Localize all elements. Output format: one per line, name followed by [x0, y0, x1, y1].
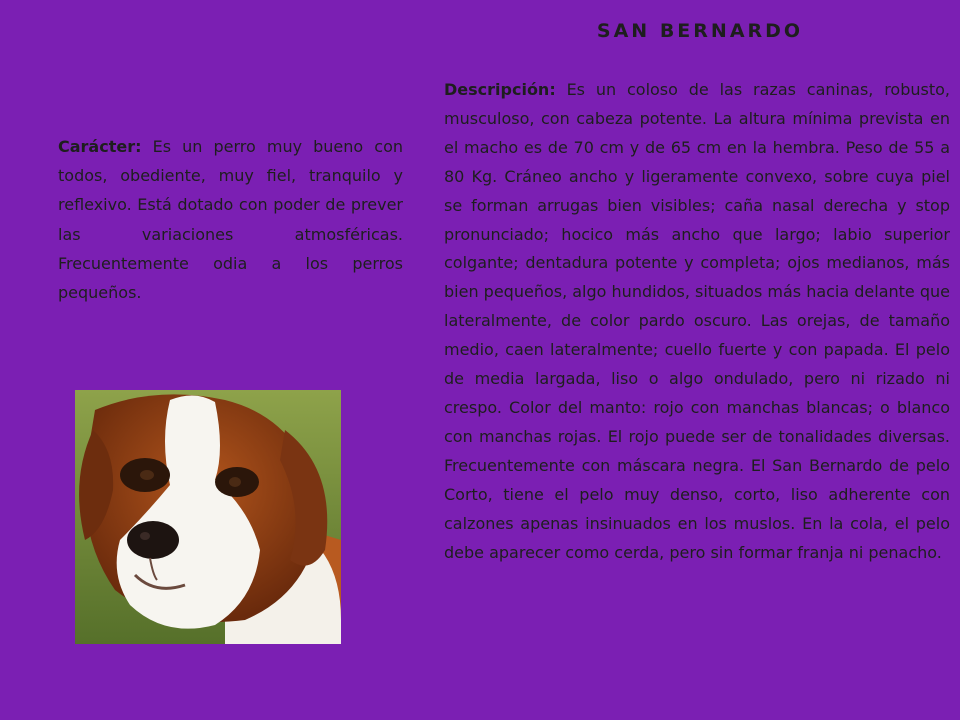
description-label: Descripción:: [444, 80, 556, 99]
dog-photo: [75, 390, 341, 644]
description-text: Es un coloso de las razas caninas, robusto, musculoso, con cabeza potente. La altura mínima prevista en el macho es de 70 cm y de 65 cm en la hembra. Peso de 55 a 80 Kg. Cráneo ancho y ligeramente convexo, sobre cuya piel se forman arrugas bien visibles; caña nasal derecha y stop pronunciado; hocico más ancho que largo; labio superior colgante; dentadura potente y completa; ojos medianos, más bien pequeños, algo hundidos, situados más hacia delante que lateralmente, de color pardo oscuro. Las orejas, de tamaño medio, caen lateralmente; cuello fuerte y con papada. El pelo de media largada, liso o algo ondulado, pero ni rizado ni crespo. Color del manto: rojo con manchas blancas; o blanco con manchas rojas. El rojo puede ser de tonalidades diversas. Frecuentemente con máscara negra. El San Bernardo de pelo Corto, tiene el pelo muy denso, corto, liso adherente con calzones apenas insinuados en los muslos. En la cola, el pelo debe aparecer como cerda, pero sin formar franja ni penacho.: [444, 80, 950, 562]
character-label: Carácter:: [58, 137, 142, 156]
saint-bernard-illustration: [75, 390, 341, 644]
description-paragraph: [444, 76, 950, 567]
character-text: Es un perro muy bueno con todos, obediente, muy fiel, tranquilo y reflexivo. Está dotado con poder de prever las variaciones atmosféricas. Frecuentemente odia a los perros pequeños.: [58, 137, 403, 303]
character-paragraph: [58, 132, 403, 307]
page-title: SAN BERNARDO: [596, 20, 804, 42]
